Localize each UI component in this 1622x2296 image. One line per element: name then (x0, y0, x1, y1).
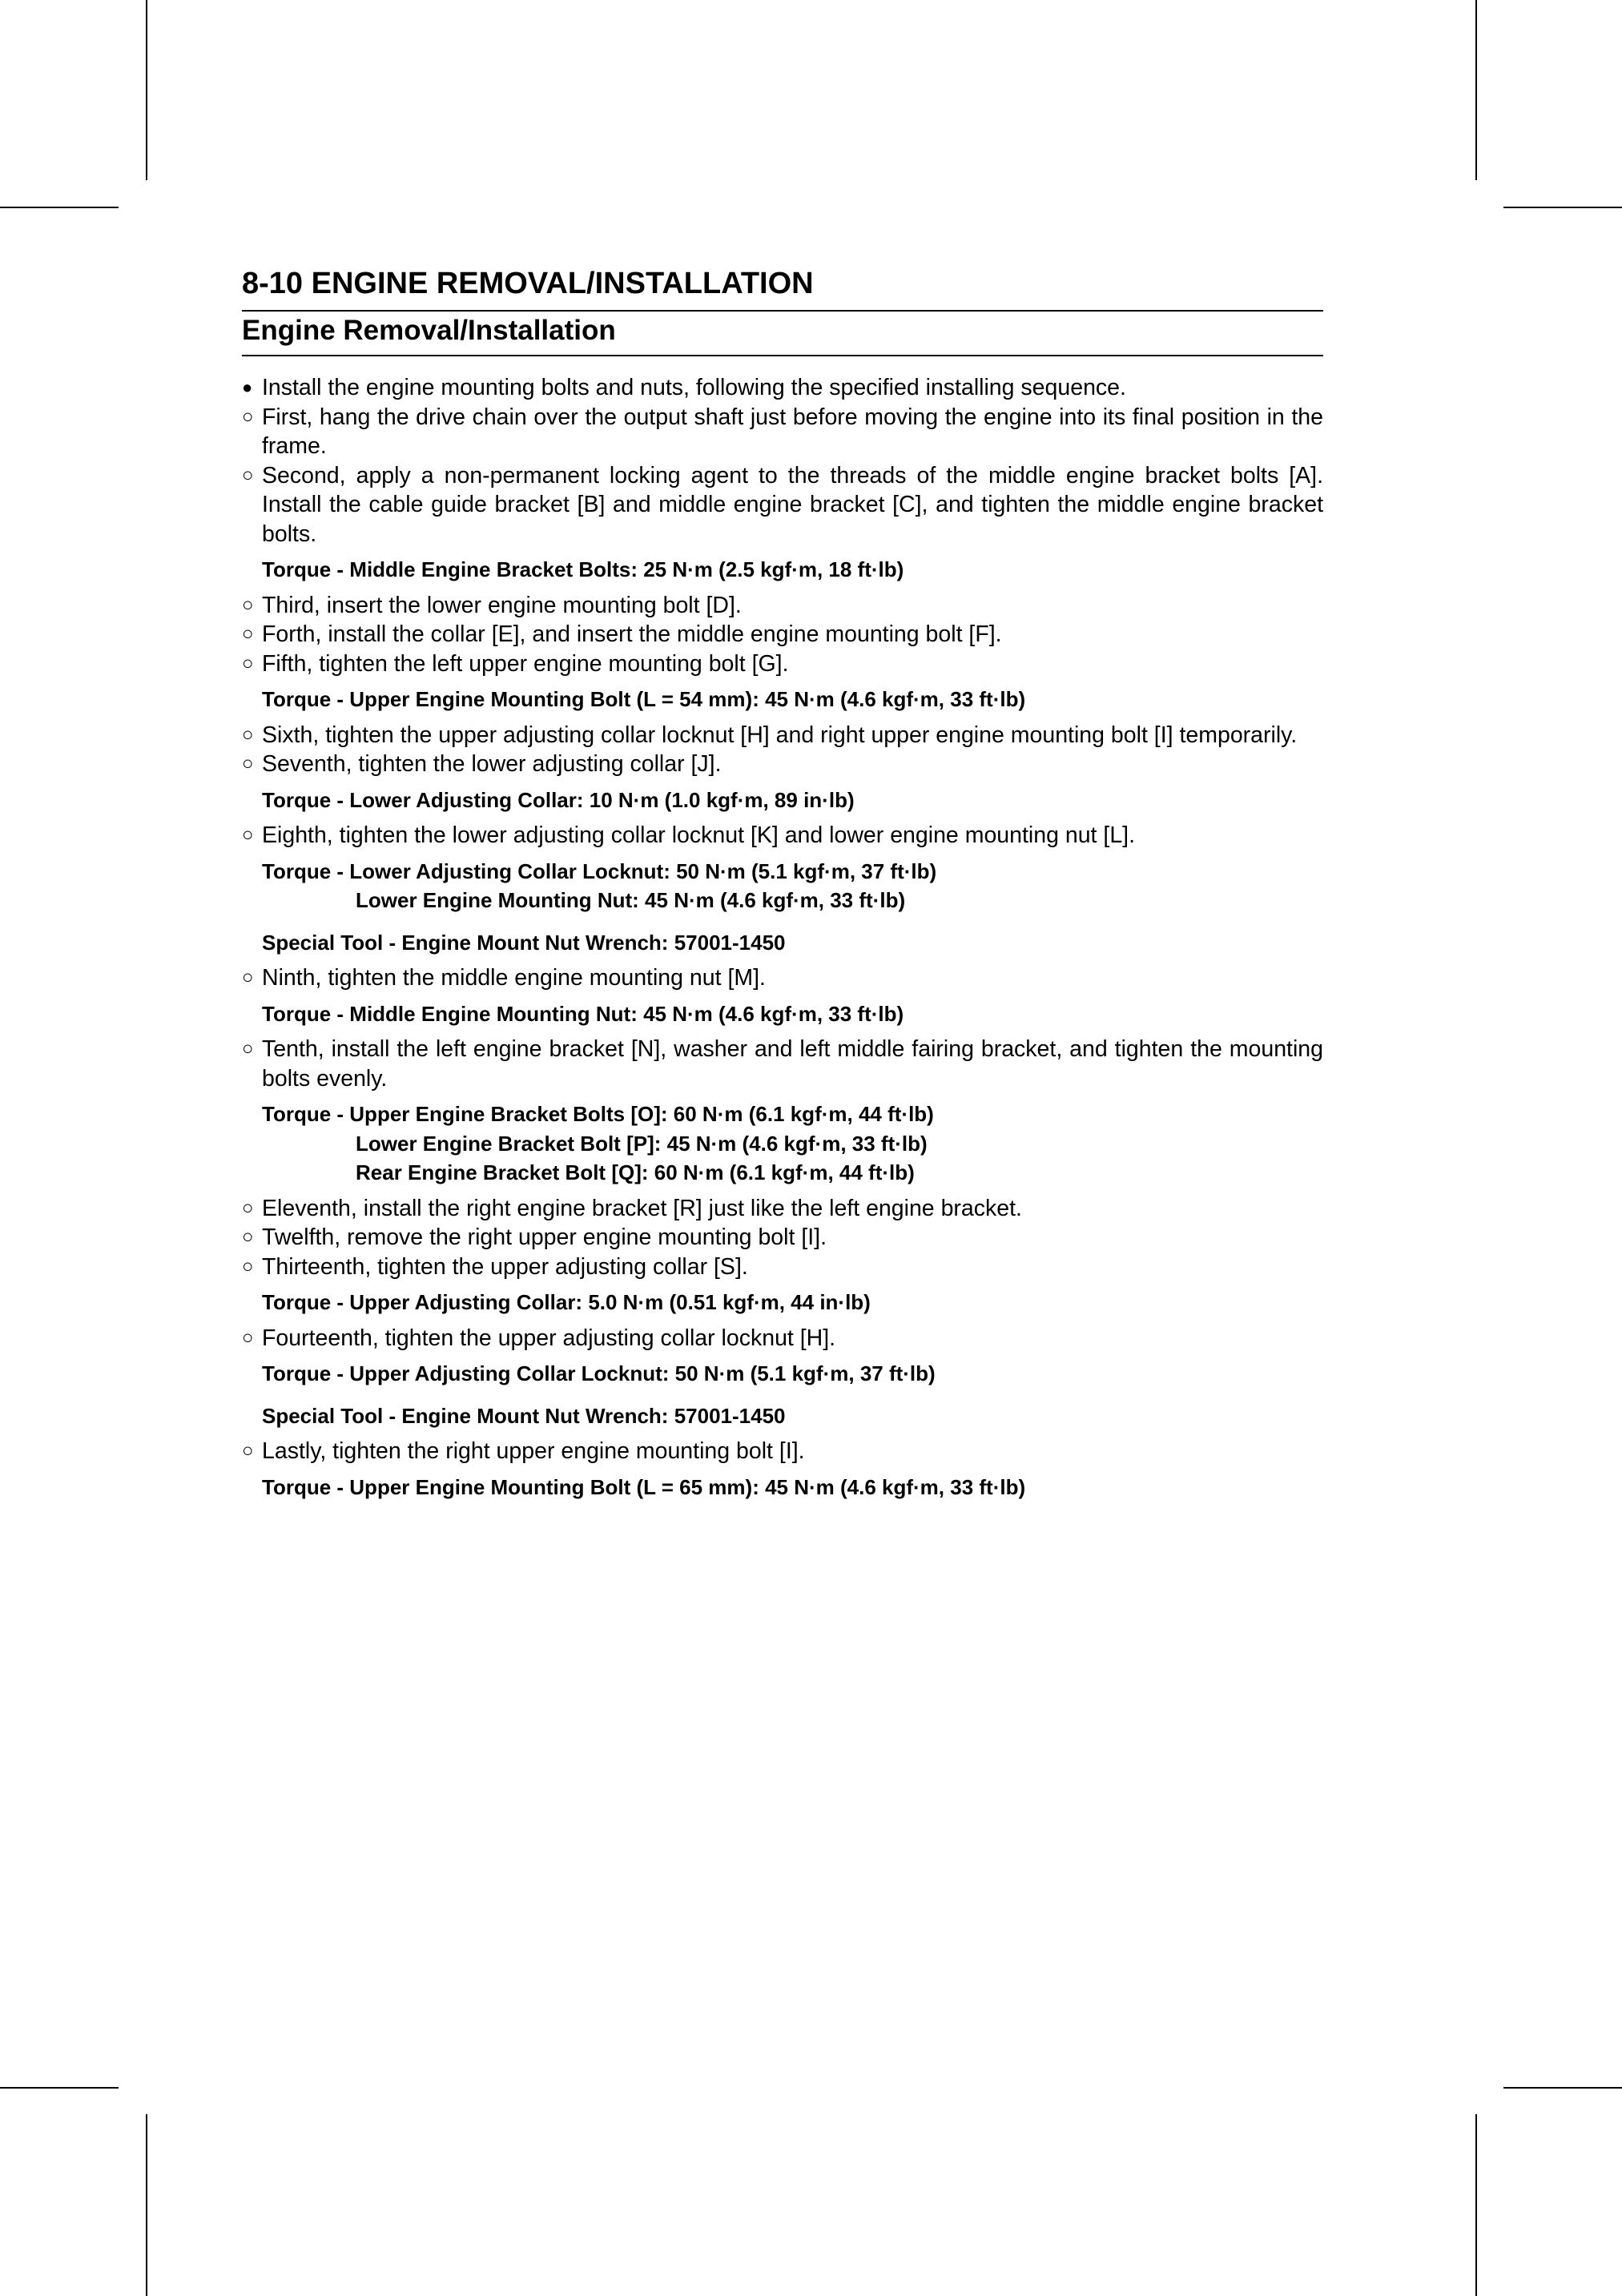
procedure-step (242, 620, 1323, 649)
torque-spec (242, 1288, 1323, 1317)
special-tool: Special Tool - Engine Mount Nut Wrench: 57001-1450 (262, 1403, 786, 1428)
step-text: Fifth, tighten the left upper engine mounting bolt [G]. (262, 650, 789, 677)
torque-spec (242, 786, 1323, 815)
torque-line: Torque - Upper Adjusting Collar Locknut: 50 N·m (5.1 kgf·m, 37 ft·lb) (262, 1361, 936, 1385)
procedure-step (242, 649, 1323, 679)
open-circle-bullet-icon: ○ (242, 824, 254, 846)
step-text: Forth, install the collar [E], and insert the middle engine mounting bolt [F]. (262, 621, 1002, 647)
procedure-step (242, 1035, 1323, 1093)
torque-line: Torque - Upper Engine Mounting Bolt (L = 54 mm): 45 N·m (4.6 kgf·m, 33 ft·lb) (262, 687, 1026, 711)
procedure-step (242, 721, 1323, 750)
crop-mark-bottom-left-horizontal (0, 2087, 119, 2089)
section-title: Engine Removal/Installation (242, 312, 1323, 356)
step-text: Install the engine mounting bolts and nuts, following the specified installing sequence. (262, 375, 1126, 400)
torque-line: Torque - Upper Engine Bracket Bolts [O]: 60 N·m (6.1 kgf·m, 44 ft·lb) (262, 1102, 934, 1126)
running-head: 8-10 ENGINE REMOVAL/INSTALLATION (242, 265, 1323, 312)
open-circle-bullet-icon: ○ (242, 652, 254, 674)
procedure-step (242, 403, 1323, 461)
procedure-step (242, 373, 1323, 403)
open-circle-bullet-icon: ○ (242, 464, 254, 486)
procedure-step (242, 963, 1323, 993)
procedure-step (242, 1194, 1323, 1224)
procedure-content (242, 373, 1323, 1508)
torque-spec (242, 999, 1323, 1029)
torque-line-row (262, 999, 1323, 1029)
procedure-step (242, 750, 1323, 779)
crop-mark-bottom-right-vertical (1475, 2114, 1477, 2296)
torque-line-row (262, 886, 1323, 915)
torque-line-row (262, 1359, 1323, 1389)
crop-mark-top-left-horizontal (0, 207, 119, 208)
procedure-step (242, 461, 1323, 549)
torque-spec (242, 1473, 1323, 1502)
step-text: Seventh, tighten the lower adjusting collar [J]. (262, 751, 722, 777)
open-circle-bullet-icon: ○ (242, 593, 254, 616)
torque-line: Torque - Middle Engine Mounting Nut: 45 N·m (4.6 kgf·m, 33 ft·lb) (262, 1001, 904, 1026)
crop-mark-top-right-vertical (1475, 0, 1477, 180)
torque-line-row (262, 857, 1323, 887)
open-circle-bullet-icon: ○ (242, 405, 254, 428)
torque-spec (242, 555, 1323, 585)
step-text: Sixth, tighten the upper adjusting collar locknut [H] and right upper engine mounting bolt [I] temporarily. (262, 722, 1298, 748)
step-text: Third, insert the lower engine mounting bolt [D]. (262, 592, 742, 618)
crop-mark-bottom-right-horizontal (1503, 2087, 1622, 2089)
torque-line-row (262, 1129, 1323, 1159)
torque-line-row (262, 1473, 1323, 1502)
open-circle-bullet-icon: ○ (242, 753, 254, 774)
torque-line-row (262, 786, 1323, 815)
step-text: Thirteenth, tighten the upper adjusting collar [S]. (262, 1253, 748, 1280)
page-header (242, 265, 1323, 356)
torque-line: Rear Engine Bracket Bolt [Q]: 60 N·m (6.1 kgf·m, 44 ft·lb) (356, 1160, 915, 1184)
torque-spec (242, 1100, 1323, 1188)
torque-spec (242, 685, 1323, 714)
procedure-step (242, 1324, 1323, 1353)
torque-line: Lower Engine Mounting Nut: 45 N·m (4.6 kgf·m, 33 ft·lb) (356, 888, 906, 912)
torque-spec (242, 1359, 1323, 1389)
open-circle-bullet-icon: ○ (242, 967, 254, 988)
procedure-step (242, 591, 1323, 621)
open-circle-bullet-icon: ○ (242, 623, 254, 645)
special-tool: Special Tool - Engine Mount Nut Wrench: 57001-1450 (262, 930, 786, 955)
crop-mark-bottom-left-vertical (146, 2114, 147, 2296)
torque-line: Torque - Upper Adjusting Collar: 5.0 N·m (0.51 kgf·m, 44 in·lb) (262, 1290, 871, 1314)
torque-line-row (262, 685, 1323, 714)
step-text: Tenth, install the left engine bracket [N], washer and left middle fairing bracket, and tighten the mounting bolts evenly. (262, 1036, 1323, 1092)
step-text: Fourteenth, tighten the upper adjusting collar locknut [H]. (262, 1325, 836, 1351)
step-text: Lastly, tighten the right upper engine mounting bolt [I]. (262, 1438, 805, 1464)
torque-line: Torque - Lower Adjusting Collar Locknut: 50 N·m (5.1 kgf·m, 37 ft·lb) (262, 858, 937, 883)
open-circle-bullet-icon: ○ (242, 1326, 254, 1349)
procedure-step (242, 1223, 1323, 1253)
torque-line-row (262, 555, 1323, 585)
step-text: Eighth, tighten the lower adjusting collar locknut [K] and lower engine mounting nut [L]. (262, 822, 1135, 848)
crop-mark-top-right-horizontal (1503, 207, 1622, 208)
torque-line: Torque - Upper Engine Mounting Bolt (L = 65 mm): 45 N·m (4.6 kgf·m, 33 ft·lb) (262, 1474, 1026, 1499)
torque-line-row (262, 1288, 1323, 1317)
torque-spec (242, 857, 1323, 915)
torque-line: Torque - Middle Engine Bracket Bolts: 25 N·m (2.5 kgf·m, 18 ft·lb) (262, 557, 904, 581)
torque-line: Lower Engine Bracket Bolt [P]: 45 N·m (4.6 kgf·m, 33 ft·lb) (356, 1131, 928, 1156)
step-text: Eleventh, install the right engine bracket [R] just like the left engine bracket. (262, 1195, 1022, 1221)
step-text: First, hang the drive chain over the output shaft just before moving the engine into its final position in the frame. (262, 404, 1323, 459)
step-text: Second, apply a non-permanent locking agent to the threads of the middle engine bracket bolts [A]. Install the cable guide bracket [B] and middle engine bracket [C], and tighten the middle engine bracket bolts. (262, 462, 1323, 547)
open-circle-bullet-icon: ○ (242, 1440, 254, 1462)
step-text: Twelfth, remove the right upper engine mounting bolt [I]. (262, 1224, 827, 1250)
open-circle-bullet-icon: ○ (242, 1255, 254, 1277)
torque-line-row (262, 1158, 1323, 1188)
open-circle-bullet-icon: ○ (242, 723, 254, 746)
procedure-step (242, 1437, 1323, 1466)
torque-line: Torque - Lower Adjusting Collar: 10 N·m (1.0 kgf·m, 89 in·lb) (262, 787, 855, 812)
torque-line-row (262, 1100, 1323, 1129)
open-circle-bullet-icon: ○ (242, 1226, 254, 1248)
procedure-step (242, 1253, 1323, 1282)
crop-mark-top-left-vertical (146, 0, 147, 180)
procedure-step (242, 821, 1323, 850)
open-circle-bullet-icon: ○ (242, 1038, 254, 1060)
open-circle-bullet-icon: ○ (242, 1196, 254, 1219)
step-text: Ninth, tighten the middle engine mounting nut [M]. (262, 965, 766, 991)
bullet-icon: ● (242, 377, 253, 397)
